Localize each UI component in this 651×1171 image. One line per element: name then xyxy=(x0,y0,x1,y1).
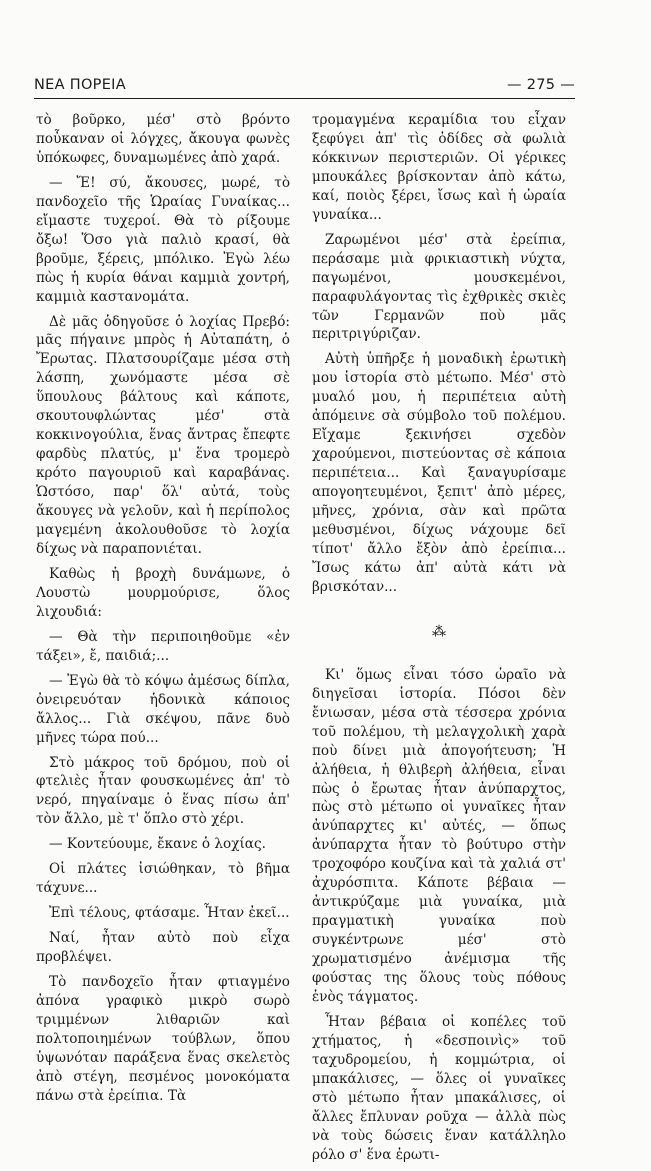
paragraph: Ναί, ἦταν αὐτὸ ποὺ εἶχα προβλέψει. xyxy=(36,930,290,966)
paragraph: τρομαγμένα κεραμίδια του εἶχαν ξεφύγει ἀπ' τὶς ὁδίδες σὰ φωλιὰ κόκκινων περιστεριῶν. Οἱ γέρικες μπουκάλες βρίσκονταν ἀπὸ κάτω, καί, ποιὸς ξέρει, ἴσως καὶ ἡ ὡραία γυναίκα... xyxy=(312,112,566,223)
paragraph: Στὸ μάκρος τοῦ δρόμου, ποὺ οἱ φτελιὲς ἦταν φουσκωμένες ἀπ' τὸ νερό, πηγαίναμε ὁ ἕνας πίσω ἀπ' τὸν ἄλλο, μὲ τ' ὅπλο στὸ χέρι. xyxy=(36,754,290,828)
paragraph: — Κοντεύουμε, ἔκανε ὁ λοχίας. xyxy=(49,836,266,853)
paragraph: Τὸ πανδοχεῖο ἦταν φτιαγμένο ἀπόνα γραφικὸ μικρὸ σωρὸ τριμμένων λιθαριῶν καὶ πολτοποιημένων τούβλων, ὅπου ὑψωνόταν παράξενα ἕνας σκελετὸς ἀπὸ στέγη, πεσμένος μονοκόματα πάνω στὰ ἐρείπια. Τὰ xyxy=(36,974,290,1104)
section-separator: ⁂ xyxy=(432,623,446,640)
paragraph: Αὐτὴ ὑπῆρξε ἡ μοναδικὴ ἐρωτικὴ μου ἱστορία στὸ μέτωπο. Μέσ' στὸ μυαλό μου, ἡ περιπέτεια αὐτὴ ἀπόμεινε σὰ σύμβολο τοῦ πολέμου. Εἴχαμε ξεκινήσει σχεδὸν χαρούμενοι, πιστεύοντας σὲ κάποια περιπέτεια... Καὶ ξαναγυρίσαμε απογοητευμένοι, ξεπιτ' ἀπὸ μέρες, μῆνες, χρόνια, σὰν καὶ πρῶτα μεθυσμένοι, δίχως νάχουμε δεῖ τίποτ' ἄλλο ἔξὸν ἀπὸ ἐρείπια... Ἴσως κάτω ἀπ' αὐτὰ κάτι νὰ βρισκόταν... xyxy=(312,351,566,595)
right-column xyxy=(312,111,566,1171)
paragraph: τὸ βοῦρκο, μέσ' στὸ βρόντο ποὖκαναν οἱ λόγχες, ἄκουγα φωνὲς ὑπόκωφες, δυναμωμένες ἀπὸ χαρά. xyxy=(36,112,290,166)
paragraph: Ἐπὶ τέλους, φτάσαμε. Ἦταν ἐκεῖ... xyxy=(49,905,290,922)
paragraph: — Θὰ τὴν περιποιηθοῦμε «ἐν τάξει», ἔ, παιδιά;... xyxy=(36,628,290,664)
header-rule xyxy=(34,98,575,99)
paragraph: — Ἔ! σύ, ἄκουσες, μωρέ, τὸ πανδοχεῖο τῆς Ὡραίας Γυναίκας... εἴμαστε τυχεροί. Θὰ τὸ ρίξουμε ὄξω! Ὅσο γιὰ παλιὸ κρασί, θὰ βροῦμε, ξέρεις, μπόλικο. Ἐγὼ λέω πὼς ἡ κυρία θάναι καμμιὰ χοντρή, καμμιὰ καστανομάτα. xyxy=(36,174,290,305)
left-column xyxy=(36,111,290,1112)
paragraph: Ζαρωμένοι μέσ' στὰ ἐρείπια, περάσαμε μιὰ φρικιαστικὴ νύχτα, παγωμένοι, μουσκεμένοι, παραφυλάγοντας τὶς ἐχθρικὲς σκιὲς τῶν Γερμανῶν ποὺ μᾶς περιτριγύριζαν. xyxy=(312,231,566,343)
paragraph: Καθὼς ἡ βροχὴ δυνάμωνε, ὁ Λουστὼ μουρμούρισε, ὅλος λιχουδιά: xyxy=(36,565,290,620)
paragraph: — Ἐγὼ θὰ τὸ κόψω ἀμέσως δίπλα, ὀνειρευόταν ἡδονικὰ κάποιος ἄλλος... Γιὰ σκέψου, πᾶνε δυὸ μῆνες τώρα πού... xyxy=(36,672,290,746)
paragraph: Οἱ πλάτες ἰσιώθηκαν, τὸ βῆμα τάχυνε... xyxy=(36,861,290,897)
paragraph: Κι' ὅμως εἶναι τόσο ὡραῖο νὰ διηγεῖσαι ἱστορία. Πόσοι δὲν ἔνιωσαν, μέσα στὰ τέσσερα χρόνια τοῦ πολέμου, τὴ μελαγχολικὴ χαρὰ ποὺ δίνει μιὰ ἀπογοήτευση; Ἡ ἀλήθεια, ἡ θλιβερὴ ἀλήθεια, εἶναι πὼς ὁ ἔρωτας ἦταν ἀνύπαρχτος, πὼς στὸ μέτωπο οἱ γυναῖκες ἦταν ἀνύπαρχτες κι' αὐτές, — ὅπως ἀνύπαρχτα ἦταν τὸ βούτυρο στὴν τροχοφόρο κουζίνα καὶ τὰ χαλιά στ' ἀχυρόσπιτα. Κάποτε βέβαια — ἀντικρύζαμε μιὰ γυναίκα, μιὰ πραγματικὴ γυναίκα ποὺ συγκέντρωνε μέσ' στὸ χρωματισμένο ἀνέμισμα τῆς φούστας της ὅλους τοὺς πόθους ἑνὸς τάγματος. xyxy=(312,666,566,1005)
page-number: — 275 — xyxy=(507,77,575,93)
paragraph: Ἦταν βέβαια οἱ κοπέλες τοῦ χτήματος, ἡ «δεσποινὶς» τοῦ ταχυδρομείου, ἡ κομμώτρια, οἱ μπακάλισες, — ὅλες οἱ γυναῖκες στὸ μέτωπο ἦταν μπακάλισες, οἱ ἄλλες ἔπλυναν ροῦχα — ἀλλὰ πὼς νὰ τοὺς δώσεις ἕναν κατάλληλο ρόλο σ' ἕνα ἐρωτι- xyxy=(312,1013,566,1163)
journal-title: ΝΕΑ ΠΟΡΕΙΑ xyxy=(34,77,126,93)
paragraph: Δὲ μᾶς ὁδηγοῦσε ὁ λοχίας Πρεβό: μᾶς πήγαινε μπρὸς ἡ Αὐταπάτη, ὁ Ἔρωτας. Πλατσουρίζαμε μέσα στὴ λάσπη, χωνόμαστε μέσα σὲ ὕπουλους βάλτους καὶ κάποτε, σκουτουφλώντας μέσ' στὰ κοκκινογούλια, ἕνας ἄντρας ἔπεφτε φαρδὺς πλατύς, μ' ἕνα τρομερὸ κρότο παγουριοῦ καὶ καραβάνας. Ὡστόσο, παρ' ὅλ' αὐτά, τοὺς ἄκουγες νὰ γελοῦν, καὶ ἡ περίπολος μαγεμένη ἀκολουθοῦσε τὸ λοχία δίχως νὰ παραπονιέται. xyxy=(36,313,290,557)
running-header xyxy=(34,74,575,98)
